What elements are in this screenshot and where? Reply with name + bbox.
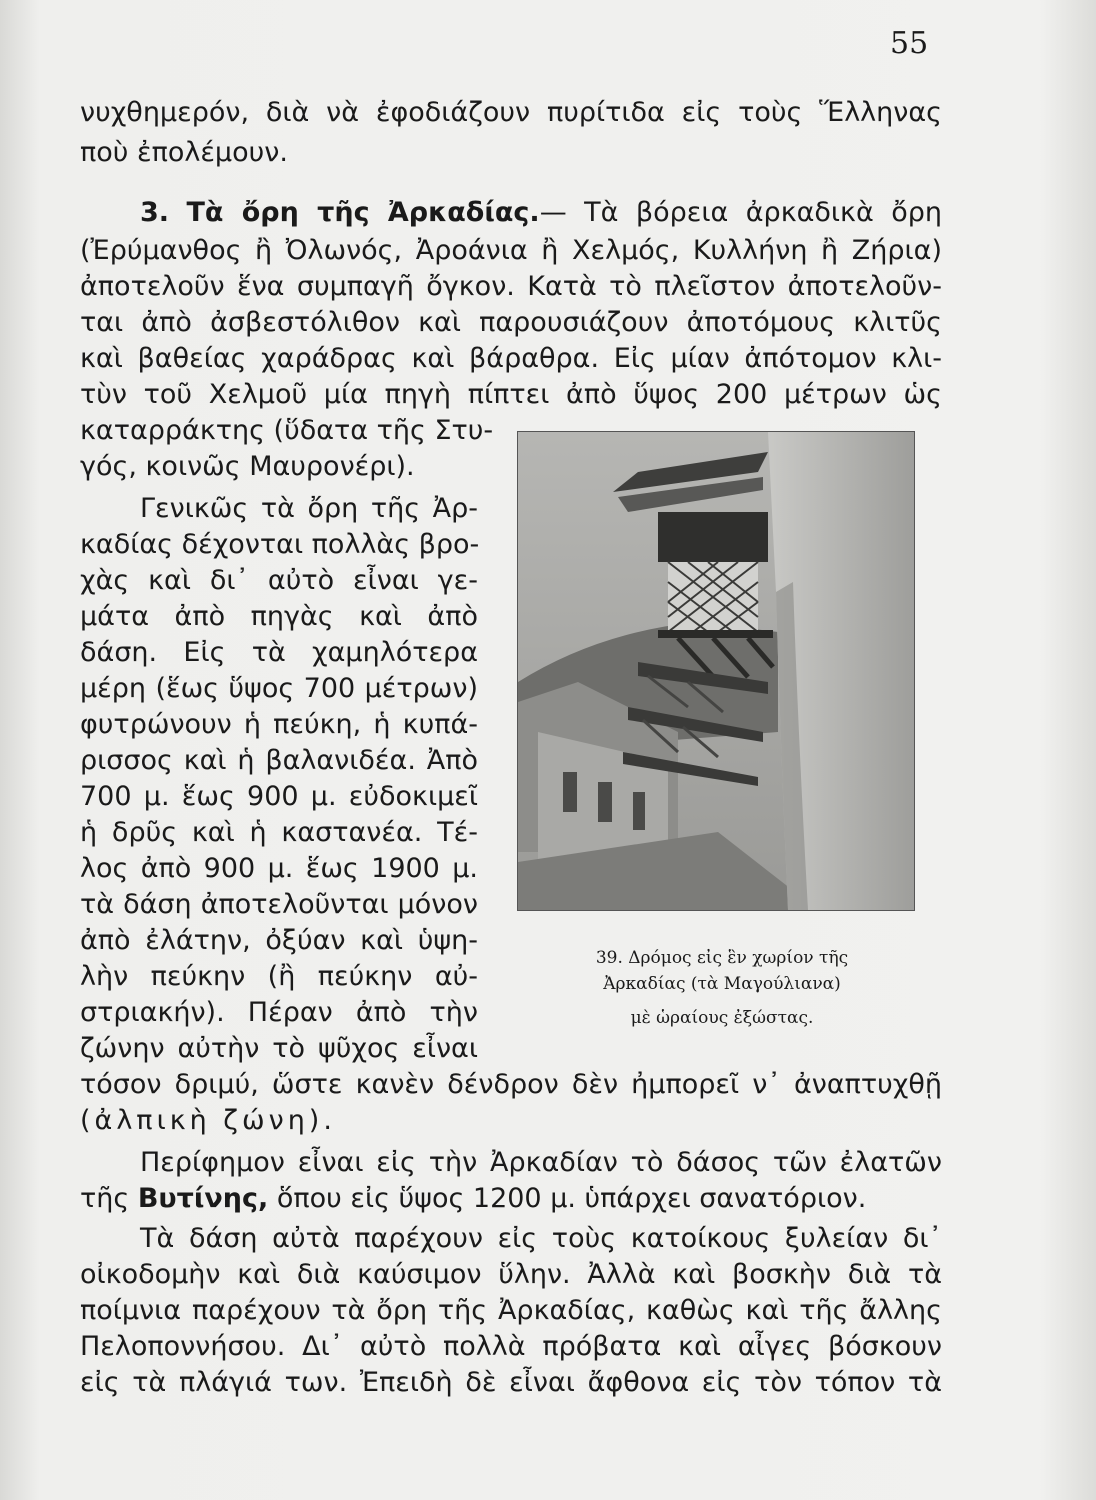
section-title: Τὰ ὄρη τῆς Ἀρκαδίας. (186, 197, 540, 228)
text-line: τόσον δριμύ, ὥστε κανὲν δένδρον δὲν ἠμπορεῖ ν᾽ ἀναπτυχθῇ (80, 1069, 942, 1100)
text-line: ρισσος καὶ ἡ βαλανιδέα. Ἀπὸ (80, 745, 478, 776)
text-line: ἀπὸ ἐλάτην, ὀξύαν καὶ ὑψη- (80, 925, 478, 956)
place-name: Βυτίνης, (137, 1183, 269, 1214)
text-line: Περίφημον εἶναι εἰς τὴν Ἀρκαδίαν τὸ δάσος τῶν ἐλατῶν (140, 1147, 942, 1178)
text-line: στριακήν). Πέραν ἀπὸ τὴν (80, 997, 478, 1028)
photo-caption-line: 39. Δρόμος εἰς ἓν χωρίον τῆς (595, 948, 849, 968)
text-line: μάτα ἀπὸ πηγὰς καὶ ἀπὸ (80, 601, 478, 632)
text-line: Γενικῶς τὰ ὄρη τῆς Ἀρ- (140, 493, 478, 524)
text-line: ζώνην αὐτὴν τὸ ψῦχος εἶναι (80, 1033, 478, 1064)
text-line: λος ἀπὸ 900 μ. ἕως 1900 μ. (80, 853, 478, 884)
text-line: καταρράκτης (ὕδατα τῆς Στυ- (80, 415, 494, 446)
text-line: ποὺ ἐπολέμουν. (80, 137, 288, 168)
text-line: χὰς καὶ δι᾽ αὐτὸ εἶναι γε- (80, 565, 478, 596)
text-line: Πελοποννήσου. Δι᾽ αὐτὸ πολλὰ πρόβατα καὶ αἶγες βόσκουν (80, 1331, 942, 1362)
text-line: (ἀλπικὴ ζώνη). (80, 1105, 336, 1136)
text-fragment: τῆς (80, 1183, 130, 1214)
text-line: καὶ βαθείας χαράδρας καὶ βάραθρα. Εἰς μίαν ἀπότομον κλι- (80, 343, 942, 374)
text-line: (Ἐρύμανθος ἢ Ὀλωνός, Ἀροάνια ἢ Χελμός, Κυλλήνη ἢ Ζήρια) (80, 235, 942, 266)
section-heading (140, 196, 942, 232)
text-line: μέρη (ἕως ὕψος 700 μέτρων) (80, 673, 478, 704)
text-line: νυχθημερόν, διὰ νὰ ἐφοδιάζουν πυρίτιδα εἰς τοὺς Ἕλληνας (80, 97, 942, 128)
section-text: — Τὰ βόρεια ἀρκαδικὰ ὄρη (539, 197, 942, 228)
text-line: 700 μ. ἕως 900 μ. εὐδοκιμεῖ (80, 781, 478, 812)
text-line: λὴν πεύκην (ἢ πεύκην αὐ- (80, 961, 478, 992)
text-line: γός, κοινῶς Μαυρονέρι). (80, 451, 415, 482)
page-number: 55 (890, 26, 929, 61)
text-line: δάση. Εἰς τὰ χαμηλότερα (80, 637, 478, 668)
text-line: τὺν τοῦ Χελμοῦ μία πηγὴ πίπτει ἀπὸ ὕψος 200 μέτρων ὡς (80, 379, 942, 410)
text-line: ἡ δρῦς καὶ ἡ καστανέα. Τέ- (80, 817, 478, 848)
text-line: εἰς τὰ πλάγιά των. Ἐπειδὴ δὲ εἶναι ἄφθονα εἰς τὸν τόπον τὰ (80, 1367, 942, 1398)
text-fragment: ὅπου εἰς ὕψος 1200 μ. ὑπάρχει σανατόριον. (276, 1183, 867, 1214)
photo-caption-line: Ἀρκαδίας (τὰ Μαγούλιανα) (603, 974, 841, 994)
text-line: οἰκοδομὴν καὶ διὰ καύσιμον ὕλην. Ἀλλὰ καὶ βοσκὴν διὰ τὰ (80, 1259, 942, 1290)
text-line: Τὰ δάση αὐτὰ παρέχουν εἰς τοὺς κατοίκους ξυλείαν δι᾽ (140, 1223, 942, 1254)
text-line: ἀποτελοῦν ἕνα συμπαγῆ ὄγκον. Κατὰ τὸ πλεῖστον ἀποτελοῦν- (80, 271, 942, 302)
text-line: ται ἀπὸ ἀσβεστόλιθον καὶ παρουσιάζουν ἀποτόμους κλιτῦς (80, 307, 942, 338)
village-street-photo (518, 432, 914, 910)
text-line: καδίας δέχονται πολλὰς βρο- (80, 529, 480, 560)
text-line (80, 1182, 942, 1218)
text-line: τὰ δάση ἀποτελοῦνται μόνον (80, 889, 478, 920)
photo-caption-line: μὲ ὡραίους ἐξώστας. (630, 1008, 814, 1028)
text-line: φυτρώνουν ἡ πεύκη, ἡ κυπά- (80, 709, 478, 740)
section-number: 3. (140, 197, 170, 228)
text-line: ποίμνια παρέχουν τὰ ὄρη τῆς Ἀρκαδίας, καθὼς καὶ τῆς ἄλλης (80, 1295, 942, 1326)
